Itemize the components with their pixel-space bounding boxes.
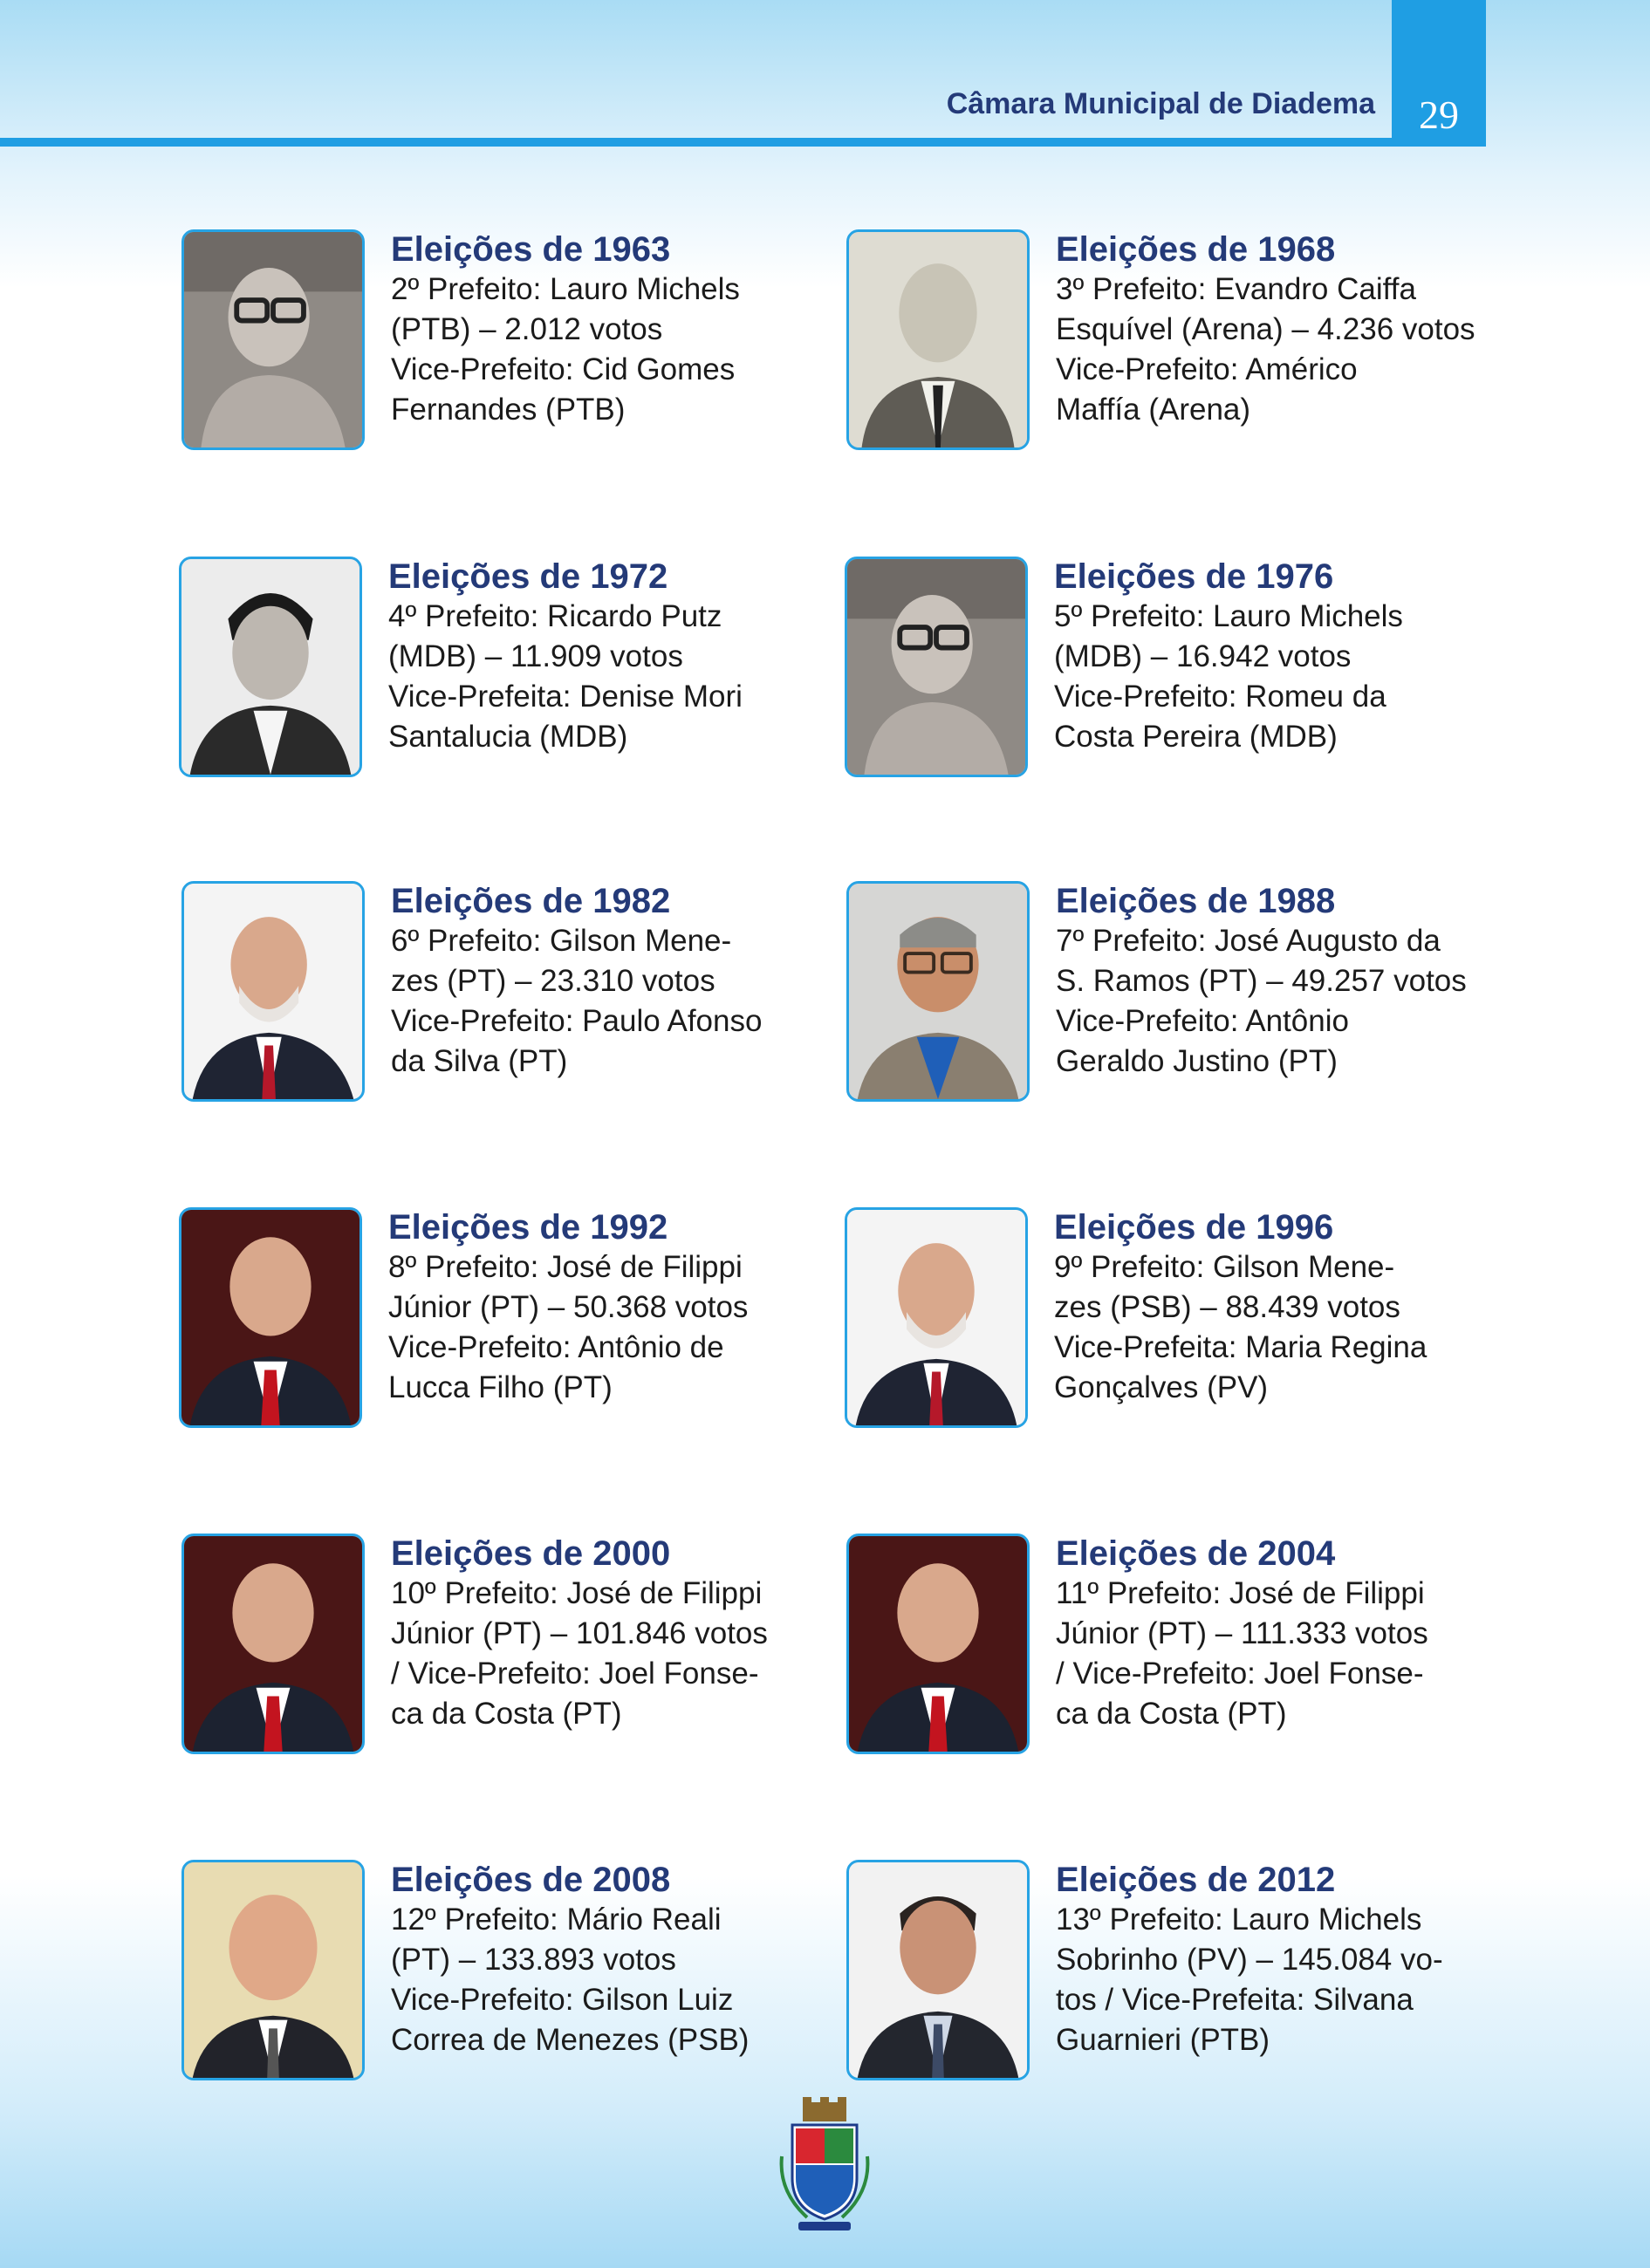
mayor-portrait-photo: [181, 881, 365, 1102]
page-number: 29: [1419, 92, 1459, 137]
header-bar: [0, 138, 1486, 147]
election-title: Eleições de 2004: [1056, 1534, 1336, 1573]
mayor-portrait-photo: [846, 881, 1030, 1102]
election-title: Eleições de 2000: [391, 1534, 671, 1573]
election-title: Eleições de 1992: [388, 1208, 668, 1247]
election-details: 6º Prefeito: Gilson Mene- zes (PT) – 23.310 votos Vice-Prefeito: Paulo Afonso da Silva (PT): [391, 924, 763, 1078]
election-entry-1982: [181, 881, 871, 1110]
election-details: 8º Prefeito: José de Filippi Júnior (PT) – 50.368 votos Vice-Prefeito: Antônio de Lucca Filho (PT): [388, 1250, 749, 1404]
mayor-portrait-photo: [845, 1207, 1028, 1428]
mayor-portrait-photo: [181, 1534, 365, 1754]
election-title: Eleições de 1988: [1056, 882, 1336, 920]
election-details: 10º Prefeito: José de Filippi Júnior (PT) – 101.846 votos / Vice-Prefeito: Joel Fonse- ca da Costa (PT): [391, 1576, 768, 1731]
election-title: Eleições de 2008: [391, 1861, 671, 1899]
mayor-portrait-photo: [181, 1860, 365, 2080]
election-entry-1972: [179, 557, 868, 785]
election-entry-1988: [846, 881, 1536, 1110]
mayor-portrait-photo: [846, 1534, 1030, 1754]
election-title: Eleições de 1968: [1056, 230, 1336, 269]
election-title: Eleições de 1963: [391, 230, 671, 269]
mayor-portrait-photo: [179, 1207, 362, 1428]
mayor-portrait-photo: [179, 557, 362, 777]
election-details: 7º Prefeito: José Augusto da S. Ramos (PT) – 49.257 votos Vice-Prefeito: Antônio Geraldo Justino (PT): [1056, 924, 1467, 1078]
election-details: 13º Prefeito: Lauro Michels Sobrinho (PV) – 145.084 vo- tos / Vice-Prefeita: Silvana Guarnieri (PTB): [1056, 1903, 1443, 2057]
election-entry-2012: [846, 1860, 1536, 2088]
mayor-portrait-photo: [846, 229, 1030, 450]
election-title: Eleições de 2012: [1056, 1861, 1336, 1899]
election-entry-1963: [181, 229, 871, 458]
election-details: 2º Prefeito: Lauro Michels (PTB) – 2.012 votos Vice-Prefeito: Cid Gomes Fernandes (PTB): [391, 272, 740, 427]
mayor-portrait-photo: [181, 229, 365, 450]
municipal-coat-of-arms-icon: [777, 2095, 873, 2235]
mayor-portrait-photo: [846, 1860, 1030, 2080]
header-title: Câmara Municipal de Diadema: [946, 87, 1375, 120]
page-number-tab: [1392, 0, 1486, 147]
election-entry-1968: [846, 229, 1536, 458]
election-entry-1996: [845, 1207, 1534, 1436]
election-entry-2000: [181, 1534, 871, 1762]
election-title: Eleições de 1976: [1054, 557, 1334, 596]
election-title: Eleições de 1972: [388, 557, 668, 596]
election-entry-1992: [179, 1207, 868, 1436]
election-details: 3º Prefeito: Evandro Caiffa Esquível (Arena) – 4.236 votos Vice-Prefeito: Américo Maffía (Arena): [1056, 272, 1475, 427]
election-entry-2008: [181, 1860, 871, 2088]
election-details: 11º Prefeito: José de Filippi Júnior (PT) – 111.333 votos / Vice-Prefeito: Joel Fonse- ca da Costa (PT): [1056, 1576, 1428, 1731]
election-details: 12º Prefeito: Mário Reali (PT) – 133.893 votos Vice-Prefeito: Gilson Luiz Correa de Menezes (PSB): [391, 1903, 750, 2057]
mayor-portrait-photo: [845, 557, 1028, 777]
election-details: 5º Prefeito: Lauro Michels (MDB) – 16.942 votos Vice-Prefeito: Romeu da Costa Pereira (MDB): [1054, 599, 1403, 754]
election-details: 4º Prefeito: Ricardo Putz (MDB) – 11.909 votos Vice-Prefeita: Denise Mori Santalucia (MDB): [388, 599, 743, 754]
election-details: 9º Prefeito: Gilson Mene- zes (PSB) – 88.439 votos Vice-Prefeita: Maria Regina Gonçalves (PV): [1054, 1250, 1427, 1404]
election-entry-1976: [845, 557, 1534, 785]
election-title: Eleições de 1996: [1054, 1208, 1334, 1247]
election-title: Eleições de 1982: [391, 882, 671, 920]
election-entry-2004: [846, 1534, 1536, 1762]
